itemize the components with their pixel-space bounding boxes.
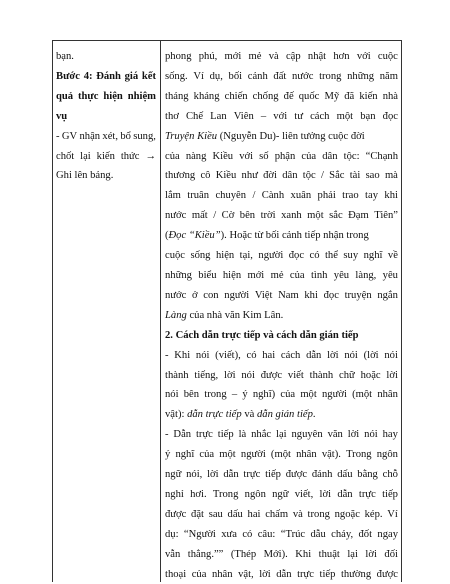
word: bên [183, 389, 200, 401]
word: nói [384, 349, 398, 361]
left-column [56, 47, 156, 186]
word: dẫn [223, 469, 239, 481]
word: một [307, 210, 324, 222]
word: đã [344, 90, 355, 102]
text-line [165, 166, 398, 186]
word: của [280, 389, 296, 401]
word: của [199, 449, 215, 461]
word: Trong [212, 488, 239, 500]
word: của [165, 150, 180, 162]
word: lại [80, 150, 91, 162]
word: quả [56, 90, 74, 102]
word: nàng [185, 150, 207, 162]
word: với [239, 150, 254, 162]
word: mẻ [270, 269, 284, 281]
word: tay [365, 190, 378, 202]
word: Khi [295, 548, 312, 560]
word: Viên [233, 110, 254, 122]
word: sao [365, 170, 380, 182]
word: nói [344, 349, 358, 361]
word: thức [120, 150, 140, 162]
word: nhật [307, 51, 327, 62]
word: ngoặc [334, 508, 360, 520]
word: ngữ [272, 488, 289, 500]
word: xưa [221, 528, 237, 540]
word: lời [347, 429, 360, 441]
word: nghỉ [165, 488, 184, 500]
word: chống [252, 90, 279, 102]
word: nhân [377, 389, 398, 401]
word: đế [283, 90, 294, 102]
left-line [56, 127, 156, 147]
text-line [165, 445, 398, 465]
text-line [165, 206, 398, 226]
word: Chế [185, 110, 204, 122]
word: suy [343, 250, 359, 262]
word: nhân [211, 568, 233, 580]
word: kiến [96, 150, 115, 162]
word: mới [224, 51, 242, 62]
word: đánh [311, 469, 333, 481]
word: câu: [257, 528, 276, 540]
word: Dẫn [173, 429, 192, 441]
word: hiện [103, 90, 123, 102]
word: đối [384, 548, 398, 560]
text-line: ( Đọc “Kiều” ). Hoặc từ bối cảnh tiếp nhận trong [165, 230, 369, 242]
word: trực [297, 568, 314, 580]
word: ở [192, 289, 198, 301]
word: được [376, 568, 398, 580]
step4-heading-line [56, 67, 156, 87]
word: có [242, 528, 253, 540]
word: xanh [281, 210, 302, 222]
word: tháng [165, 90, 189, 102]
word: nước [165, 289, 187, 301]
word: dụ, [209, 70, 223, 82]
text-line [165, 385, 398, 405]
word: tư [294, 110, 303, 122]
word: người [240, 449, 266, 461]
word: sống [190, 250, 211, 262]
word: Lan [210, 110, 227, 122]
word: tộc: [343, 150, 360, 162]
word: dấu [227, 508, 243, 520]
word: những [165, 269, 192, 281]
word: thành [309, 369, 334, 381]
left-line: Ghi lên bảng. [56, 170, 114, 182]
text-line [165, 425, 398, 445]
word: dụ: [165, 528, 179, 540]
word: nói [364, 429, 378, 441]
word: thành [165, 369, 189, 381]
text-line [165, 545, 398, 565]
word: khi [304, 289, 318, 301]
word: nói, [186, 469, 203, 481]
word: Cờ [221, 210, 235, 222]
word: (lời [363, 349, 379, 361]
word: lời [259, 568, 271, 580]
word: (Thép [230, 548, 257, 560]
word: chỗ [382, 469, 398, 481]
word: được [165, 508, 187, 520]
word: tiếp [382, 488, 398, 500]
word: yêu [382, 269, 398, 281]
word: hơi. [190, 488, 207, 500]
text-line [165, 505, 398, 525]
word: bổ [120, 130, 131, 142]
word: phong [165, 51, 192, 62]
word: xuân [290, 190, 312, 202]
word: có [309, 250, 320, 262]
word: Kiều [215, 170, 237, 182]
word: mẻ [248, 51, 262, 62]
word: – [231, 389, 238, 401]
word: Tiên” [374, 210, 398, 222]
word: / [252, 190, 256, 202]
word: lời [365, 548, 377, 560]
word: ý [242, 389, 248, 401]
word: chốt [56, 150, 75, 162]
word: có [246, 349, 257, 361]
word: hay [382, 429, 398, 441]
word: - [56, 130, 60, 142]
word: dẫn [337, 488, 353, 500]
word: giá [124, 70, 139, 82]
text-line [165, 87, 398, 107]
text-line [165, 485, 398, 505]
word: trực [195, 429, 213, 441]
word: (một [352, 389, 373, 401]
section-heading: 2. Cách dẫn trực tiếp và cách dẫn gián tiếp [165, 329, 359, 341]
word: vật). [321, 449, 341, 461]
word: Sắc [329, 170, 345, 182]
word: viết [287, 369, 304, 381]
word: của [289, 269, 305, 281]
word: kháng [193, 90, 220, 102]
word: cuộc [377, 51, 398, 62]
word: trong [204, 389, 227, 401]
word: đất [273, 70, 287, 82]
word: nguyên [291, 429, 323, 441]
text-line [165, 246, 398, 266]
word: mất [191, 210, 208, 222]
column-divider [160, 41, 161, 582]
text-line [165, 525, 398, 545]
word: hơn [333, 51, 350, 62]
word: truyện [344, 289, 372, 301]
word: Trong [346, 449, 372, 461]
word: Mới). [263, 548, 288, 560]
word: ngôn [244, 488, 266, 500]
word: tình [310, 269, 328, 281]
word: lại [347, 548, 358, 560]
word: bạn [360, 110, 376, 122]
step4-heading-line: vụ [56, 110, 68, 122]
word: thể [324, 250, 338, 262]
word: cách [280, 349, 301, 361]
word: thương [165, 170, 196, 182]
word: là [238, 429, 247, 441]
step4-heading-line [56, 87, 156, 107]
word: bên [239, 210, 256, 222]
word: đọc [288, 250, 305, 262]
word: một [300, 389, 317, 401]
word: “Người [183, 528, 216, 540]
word: dân [282, 170, 298, 182]
word: người [322, 389, 347, 401]
word: đọc [382, 110, 398, 122]
word: (viết), [215, 349, 241, 361]
word: quốc [298, 90, 320, 102]
word: dẫn [306, 349, 322, 361]
word: tại, [239, 250, 253, 262]
word: lời [327, 349, 339, 361]
word: nghĩ [363, 250, 383, 262]
word: hoặc [360, 369, 381, 381]
word: thường [340, 568, 372, 580]
word: cuộc [165, 250, 185, 262]
content-table [52, 40, 402, 582]
word: nhắc [251, 429, 272, 441]
word: đọc [323, 289, 339, 301]
word: những [347, 70, 375, 82]
word: và [268, 51, 279, 62]
text-line: Làng của nhà văn Kim Lân. [165, 309, 284, 321]
word: / [213, 210, 217, 222]
text-line [165, 186, 398, 206]
text-line [165, 266, 398, 286]
word: sắc [329, 210, 343, 222]
word: sống. [165, 70, 188, 82]
word: cô [200, 170, 211, 182]
word: trời [260, 210, 276, 222]
word: tiếp [265, 469, 281, 481]
word: và [292, 508, 303, 520]
word: năm [379, 70, 398, 82]
word: chiến [224, 90, 248, 102]
word: ngắn [377, 289, 398, 301]
text-line [165, 465, 398, 485]
text-line: vật): dẫn trực tiếp và dẫn gián tiếp . [165, 409, 316, 421]
word: người [258, 250, 284, 262]
word: với [273, 110, 288, 122]
word: lời [386, 369, 398, 381]
word: mới [247, 269, 265, 281]
word: Đánh [96, 70, 121, 82]
word: trực [358, 488, 376, 500]
word: thuật [318, 548, 340, 560]
word: nhận [79, 130, 101, 142]
word: (một [270, 449, 291, 461]
word: Bước [56, 70, 80, 82]
word: mà [384, 170, 398, 182]
word: Ví [387, 508, 398, 520]
word: trong [319, 70, 342, 82]
word: nước [165, 210, 187, 222]
word: thơ [165, 110, 179, 122]
word: xét, [102, 130, 119, 142]
word: phú, [198, 51, 218, 62]
word: nói [165, 389, 179, 401]
word: ngôn [376, 449, 398, 461]
word: “Chạnh [365, 150, 398, 162]
word: phải [317, 190, 336, 202]
word: cập [285, 51, 301, 62]
word: chuyên [215, 190, 247, 202]
word: Việt [254, 289, 273, 301]
word: con [203, 289, 219, 301]
word: được [260, 369, 283, 381]
word: sung, [133, 130, 156, 142]
word: đặt [191, 508, 204, 520]
text-line [165, 565, 398, 584]
text-line [165, 147, 398, 167]
word: “Trúc [280, 528, 306, 540]
word: tiếp [217, 429, 234, 441]
word: biểu [198, 269, 217, 281]
word: hiện [215, 250, 235, 262]
word: Kiều [212, 150, 234, 162]
word: yêu [333, 269, 350, 281]
right-column [165, 47, 398, 584]
text-line [165, 286, 398, 306]
word: khi [384, 190, 398, 202]
word: dẫn [276, 568, 292, 580]
word: nghĩ [175, 449, 195, 461]
word: thực [78, 90, 99, 102]
word: nhà [382, 90, 398, 102]
text-line [165, 47, 398, 67]
word: – [260, 110, 267, 122]
word: trong [307, 508, 330, 520]
word: vật, [238, 568, 254, 580]
word: tiếp [319, 568, 336, 580]
word: văn [327, 429, 343, 441]
word: kiến [359, 90, 378, 102]
word: hiện [222, 269, 242, 281]
word: thẳng.”” [187, 548, 224, 560]
text-line: Truyện Kiều (Nguyễn Du)- liên tưởng cuộc đời [165, 130, 365, 142]
word: dấu [337, 469, 353, 481]
word: cảnh [247, 70, 268, 82]
word: một [219, 449, 236, 461]
word: đốt [358, 528, 373, 540]
word: số [259, 150, 269, 162]
word: hai [247, 508, 261, 520]
word: lời [207, 469, 219, 481]
word: lại [276, 429, 287, 441]
word: nước [292, 70, 314, 82]
word: kép. [364, 508, 383, 520]
word: Khi [174, 349, 191, 361]
word: ngữ [165, 469, 182, 481]
word: Cành [261, 190, 285, 202]
word: Ví [193, 70, 204, 82]
word: - [165, 429, 169, 441]
word: về [387, 250, 398, 262]
word: trực [243, 469, 261, 481]
text-line [165, 366, 398, 386]
word: tiếng, [194, 369, 219, 381]
word: - [165, 349, 169, 361]
word: truân [187, 190, 210, 202]
word: người [224, 289, 250, 301]
word: nói [241, 369, 255, 381]
word: → [145, 150, 156, 162]
word: 4: [83, 70, 93, 82]
left-line [56, 147, 156, 167]
word: vẫn [165, 548, 181, 560]
word: cháy, [331, 528, 354, 540]
word: của [301, 150, 317, 162]
word: thoại [165, 568, 187, 580]
word: bối [228, 70, 243, 82]
word: nói [195, 349, 210, 361]
left-line: bạn. [56, 51, 74, 62]
word: GV [61, 130, 78, 142]
word: sau [208, 508, 223, 520]
word: ý [165, 449, 171, 461]
word: lời [319, 488, 332, 500]
word: của [191, 568, 207, 580]
text-line [165, 107, 398, 127]
word: Mỹ [324, 90, 340, 102]
word: phận [274, 150, 296, 162]
word: đời [263, 170, 277, 182]
text-line [165, 67, 398, 87]
word: tài [349, 170, 361, 182]
word: làng, [355, 269, 377, 281]
word: lời [224, 369, 236, 381]
word: ngay [377, 528, 398, 540]
word: hai [262, 349, 276, 361]
word: cách [310, 110, 330, 122]
word: được [285, 469, 308, 481]
word: kết [141, 70, 156, 82]
word: như [241, 170, 258, 182]
word: với [356, 51, 371, 62]
word: Đạm [348, 210, 369, 222]
word: viết, [294, 488, 314, 500]
word: lắm [165, 190, 181, 202]
word: tộc [302, 170, 316, 182]
word: nhiệm [127, 90, 156, 102]
text-line [165, 346, 398, 366]
word: dân [322, 150, 338, 162]
word: chữ [339, 369, 355, 381]
word: trao [342, 190, 359, 202]
word: / [320, 170, 324, 182]
word: Nam [278, 289, 299, 301]
word: chấm [265, 508, 289, 520]
word: dẫu [310, 528, 326, 540]
word: nghĩ) [252, 389, 276, 401]
word: nhân [296, 449, 317, 461]
word: bằng [357, 469, 378, 481]
word: một [336, 110, 354, 122]
